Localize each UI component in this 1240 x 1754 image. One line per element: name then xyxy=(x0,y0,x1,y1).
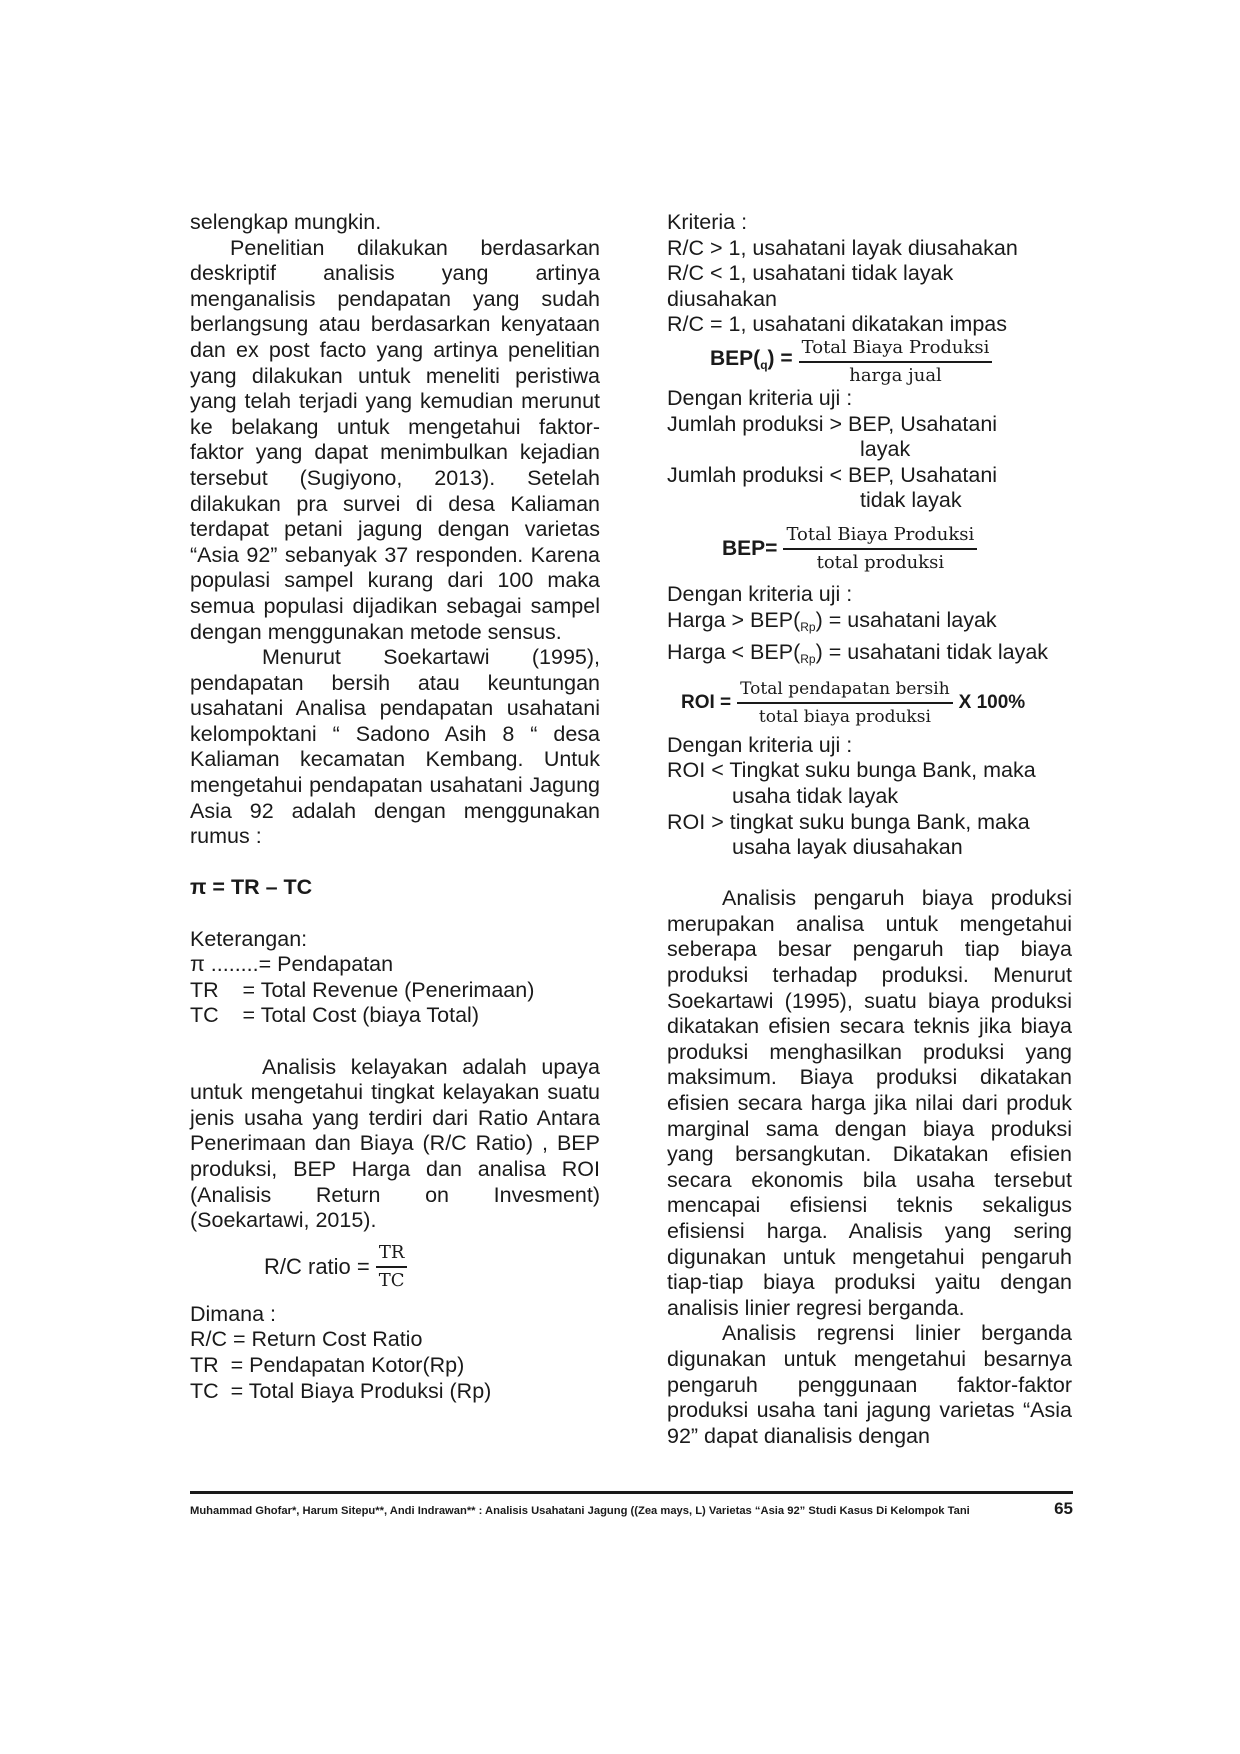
body-paragraph: Analisis regrensi linier berganda digunakan untuk mengetahui besarnya pengaruh penggunaan faktor-faktor produksi usaha tani jagung varietas “Asia 92” dapat dianalisis dengan xyxy=(667,1321,1072,1448)
criteria-line: usaha tidak layak xyxy=(732,783,899,808)
criteria-line: tidak layak xyxy=(860,488,962,513)
definition-line: TC = Total Biaya Produksi (Rp) xyxy=(190,1378,492,1403)
fraction-numerator: Total Biaya Produksi xyxy=(799,337,993,363)
fraction-denominator: total biaya produksi xyxy=(758,706,931,727)
formula-fraction xyxy=(783,524,977,574)
formula-label: ROI = xyxy=(681,691,732,713)
rc-ratio-formula xyxy=(264,1242,600,1292)
bep-price-formula xyxy=(722,522,1072,576)
formula-fraction xyxy=(737,678,953,728)
right-column xyxy=(667,210,1072,1449)
body-paragraph: Penelitian dilakukan berdasarkan deskriptif analisis yang artinya menganalisis pendapatan yang sudah berlangsung atau berdasarkan kenyataan dan ex post facto yang artinya penelitian yang dilakukan untuk meneliti peristiwa yang telah terjadi yang kemudian merunut ke belakang untuk mengetahui faktor-faktor yang dapat menimbulkan kejadian tersebut (Sugiyono, 2013). Setelah dilakukan pra survei di desa Kaliaman terdapat petani jagung dengan varietas “Asia 92” sebanyak 37 responden. Karena populasi sampel kurang dari 100 maka semua populasi dijadikan sebagai sampel dengan menggunakan metode sensus. xyxy=(190,235,600,644)
formula-fraction xyxy=(376,1242,408,1292)
definition-line: π ........= Pendapatan xyxy=(190,952,394,977)
fraction-numerator: Total pendapatan bersih xyxy=(737,678,953,704)
footer-credit: Muhammad Ghofar*, Harum Sitepu**, Andi Indrawan** : Analisis Usahatani Jagung ((Zea mays, L) Varietas “Asia 92” Studi Kasus Di Kelompok Tani xyxy=(190,1505,970,1517)
fraction-denominator: TC xyxy=(378,1269,405,1291)
criteria-line: ROI < Tingkat suku bunga Bank, maka xyxy=(667,758,1036,783)
criteria-line: Harga > $BEP(_{Rp})$ = usahatani layak xyxy=(667,607,997,634)
criteria-line: R/C = 1, usahatani dikatakan impas xyxy=(667,312,1008,337)
body-paragraph: Analisis pengaruh biaya produksi merupakan analisa untuk mengetahui seberapa besar pengaruh tiap biaya produksi terhadap produksi. Menurut Soekartawi (1995), suatu biaya produksi dikatakan efisien secara teknis jika biaya produksi menghasilkan produksi yang maksimum. Biaya produksi dikatakan efisien secara harga jika nilai dari produk marginal sama dengan biaya produksi yang bersangkutan. Dikatakan efisien secara ekonomis bila usaha tersebut mencapai efisiensi teknis sekaligus efisiensi harga. Analisis yang sering digunakan untuk mengetahui pengaruh tiap-tiap biaya produksi yaitu dengan analisis linier regresi berganda. xyxy=(667,886,1072,1320)
formula-multiplier: X 100% xyxy=(958,691,1026,713)
footer-rule xyxy=(190,1491,1073,1494)
left-column xyxy=(190,210,600,1404)
criteria-line: layak xyxy=(860,437,911,462)
fraction-numerator: Total Biaya Produksi xyxy=(783,524,977,550)
criteria-heading: Dengan kriteria uji : xyxy=(667,581,853,606)
criteria-line: usaha layak diusahakan xyxy=(732,835,963,860)
criteria-line: ROI > tingkat suku bunga Bank, maka xyxy=(667,809,1030,834)
criteria-line: Harga < $BEP(_{Rp})$ = usahatani tidak layak xyxy=(667,640,1049,667)
criteria-line: R/C < 1, usahatani tidak layak xyxy=(667,261,954,286)
body-paragraph: Menurut Soekartawi (1995), pendapatan bersih atau keuntungan usahatani Analisa pendapatan usahatani kelompoktani “ Sadono Asih 8 “ desa Kaliaman kecamatan Kembang. Untuk mengetahui pendapatan usahatani Jagung Asia 92 adalah dengan menggunakan rumus : xyxy=(190,645,600,849)
page-footer xyxy=(190,1499,1073,1519)
definition-line: TR = Pendapatan Kotor(Rp) xyxy=(190,1352,465,1377)
dimana-heading: Dimana : xyxy=(190,1301,277,1326)
fraction-denominator: total produksi xyxy=(816,551,945,573)
definition-line: R/C = Return Cost Ratio xyxy=(190,1327,423,1352)
criteria-line: Jumlah produksi < BEP, Usahatani xyxy=(667,462,998,487)
profit-formula: π = TR – TC xyxy=(190,875,313,900)
criteria-heading: Dengan kriteria uji : xyxy=(667,732,853,757)
criteria-heading: Dengan kriteria uji : xyxy=(667,385,853,410)
formula-label: $BEP(_q)$ = xyxy=(710,346,793,372)
formula-fraction xyxy=(799,337,993,387)
definition-line: TC = Total Cost (biaya Total) xyxy=(190,1003,479,1028)
definition-line: TR = Total Revenue (Penerimaan) xyxy=(190,977,535,1002)
fraction-numerator: TR xyxy=(376,1242,408,1268)
formula-label: BEP= xyxy=(722,537,778,561)
fraction-denominator: harga jual xyxy=(849,364,942,386)
criteria-line: Jumlah produksi > BEP, Usahatani xyxy=(667,411,998,436)
body-paragraph: Analisis kelayakan adalah upaya untuk mengetahui tingkat kelayakan suatu jenis usaha yang terdiri dari Ratio Antara Penerimaan dan Biaya (R/C Ratio) , BEP produksi, BEP Harga dan analisa ROI (Analisis Return on Invesment) (Soekartawi, 2015). xyxy=(190,1054,600,1233)
keterangan-heading: Keterangan: xyxy=(190,926,308,951)
roi-formula xyxy=(681,679,1072,727)
criteria-line: R/C > 1, usahatani layak diusahakan xyxy=(667,235,1018,260)
formula-label: R/C ratio = xyxy=(264,1253,370,1279)
page-number: 65 xyxy=(1054,1499,1073,1518)
kriteria-heading: Kriteria : xyxy=(667,210,748,234)
bep-quantity-formula xyxy=(710,338,1072,386)
body-text: selengkap mungkin. xyxy=(190,210,382,234)
criteria-line: diusahakan xyxy=(667,286,777,311)
